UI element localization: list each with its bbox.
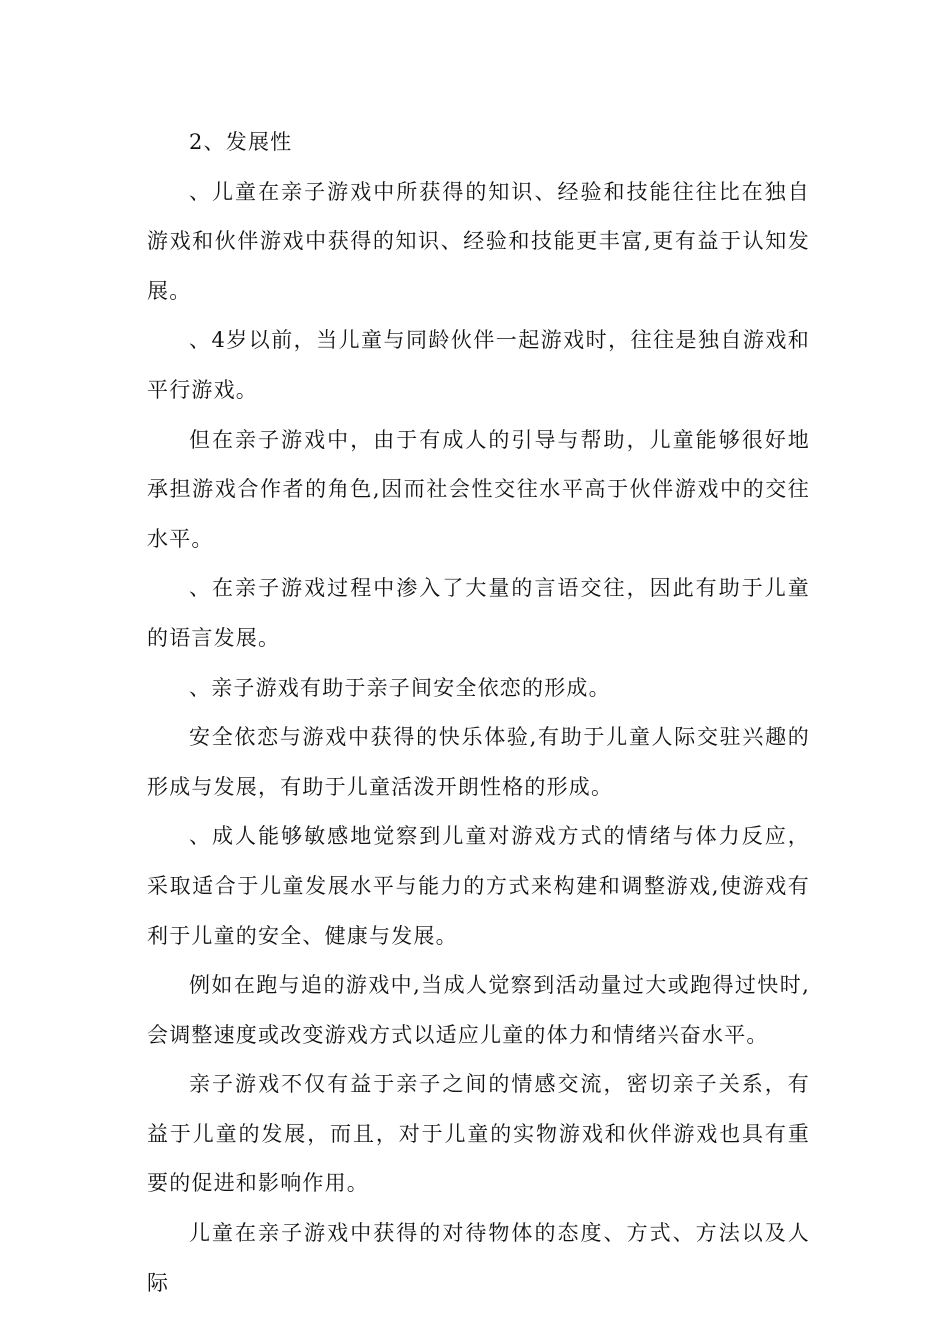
- paragraph: 、亲子游戏有助于亲子间安全依恋的形成。: [189, 675, 611, 700]
- paragraph: 亲子游戏不仅有益于亲子之间的情感交流，密切亲子关系，有益于儿童的发展，而且，对于儿童的实物游戏和伙伴游戏也具有重要的促进和影响作用。: [147, 1072, 810, 1196]
- paragraph: 、儿童在亲子游戏中所获得的知识、经验和技能往往比在独自游戏和伙伴游戏中获得的知识、经验和技能更丰富,更有益于认知发展。: [147, 179, 810, 303]
- paragraph: 安全依恋与游戏中获得的快乐体验,有助于儿童人际交驻兴趣的形成与发展，有助于儿童活泼开朗性格的形成。: [147, 725, 810, 799]
- paragraph: 、4岁以前，当儿童与同龄伙伴一起游戏时，往往是独自游戏和平行游戏。: [147, 328, 810, 402]
- paragraph: 儿童在亲子游戏中获得的对待物体的态度、方式、方法以及人际: [147, 1221, 810, 1295]
- paragraph: 、在亲子游戏过程中渗入了大量的言语交往，因此有助于儿童的语言发展。: [147, 576, 810, 650]
- section-heading: 2、发展性: [189, 130, 293, 154]
- paragraph: 例如在跑与追的游戏中,当成人觉察到活动量过大或跑得过快时,会调整速度或改变游戏方式以适应儿童的体力和情绪兴奋水平。: [147, 973, 810, 1047]
- paragraph: 、成人能够敏感地觉察到儿童对游戏方式的情绪与体力反应，采取适合于儿童发展水平与能力的方式来构建和调整游戏,使游戏有利于儿童的安全、健康与发展。: [147, 824, 810, 948]
- paragraph: 但在亲子游戏中，由于有成人的引导与帮助，儿童能够很好地承担游戏合作者的角色,因而社会性交往水平高于伙伴游戏中的交往水平。: [147, 427, 810, 551]
